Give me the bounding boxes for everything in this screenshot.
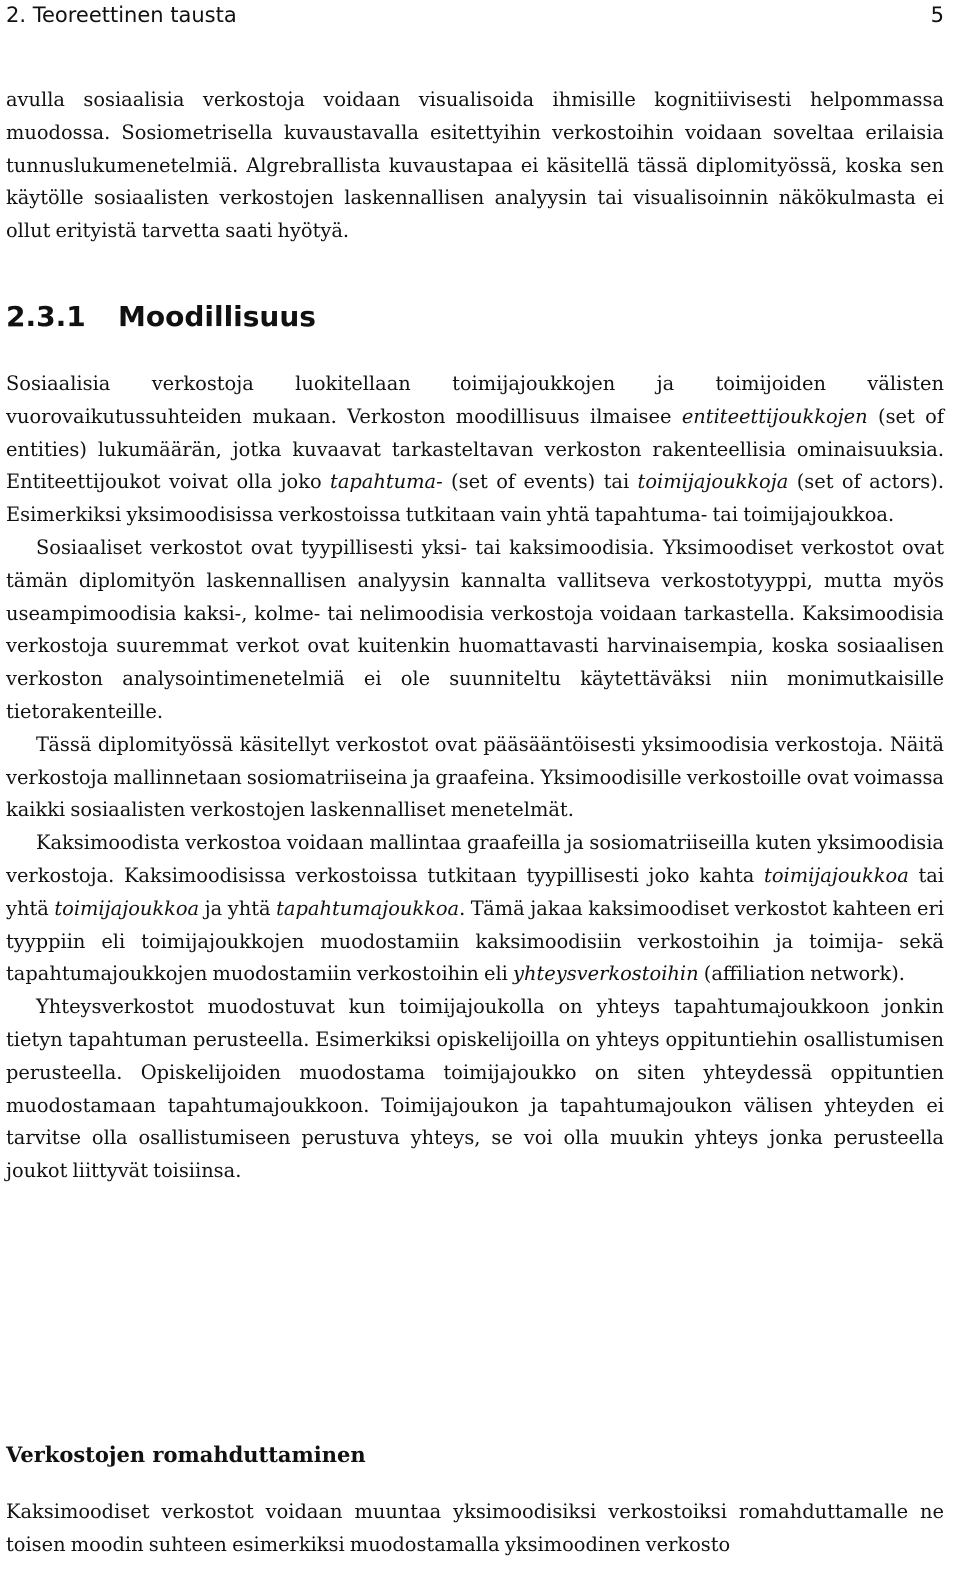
subsection-paragraph: Kaksimoodiset verkostot voidaan muuntaa yksimoodisiksi verkostoiksi romahduttamalle ne toisen moodin suhteen esimerkiksi muodostamalla yksimoodinen verkosto <box>6 1500 944 1556</box>
text-run: ja yhtä <box>199 896 277 920</box>
emphasis-term: tapahtumajoukkoa <box>276 896 460 920</box>
text-run: (set of entities) lukumäärän, jotka kuvaavat tarkasteltavan verkoston rakenteellisia ominaisuuksia. Entiteettijoukot voivat olla joko <box>6 404 944 494</box>
intro-paragraph: avulla sosiaalisia verkostoja voidaan visualisoida ihmisille kognitiivisesti helpommassa muodossa. Sosiometrisella kuvaustavalla esitettyihin verkostoihin voidaan soveltaa erilaisia tunnuslukumenetelmiä. Algrebrallista kuvaustapaa ei käsitellä tässä diplomityössä, koska sen käytölle sosiaalisten verkostojen laskennallisen analyysin tai visualisoinnin näkökulmasta ei ollut erityistä tarvetta saati hyötyä. <box>6 88 944 243</box>
subsection-heading: Verkostojen romahduttaminen <box>6 1442 366 1467</box>
section-heading <box>6 298 316 336</box>
paragraph-1 <box>6 368 944 532</box>
emphasis-term: toimijajoukkoa <box>54 896 200 920</box>
text-run: tai yhtä <box>6 863 944 920</box>
section-title: Moodillisuus <box>118 300 316 333</box>
emphasis-term: yhteysverkostoihin <box>513 962 699 986</box>
emphasis-term: toimijajoukkoa <box>764 863 909 887</box>
subsection-body <box>6 1496 944 1562</box>
paragraph-5: Yhteysverkostot muodostuvat kun toimijajoukolla on yhteys tapahtumajoukkoon jonkin tietyn tapahtuman perusteella. Esimerkiksi opiskelijoilla on yhteys oppituntiehin osallistumisen perusteella. Opiskelijoiden muodostama toimijajoukko on siten yhteydessä oppituntien muodostamaan tapahtumajoukkoon. Toimijajoukon ja tapahtumajoukon välisen yhteyden ei tarvitse olla osallistumiseen perustuva yhteys, se voi olla muukin yhteys jonka perusteella joukot liittyvät toisiinsa. <box>6 995 944 1183</box>
text-run: . Tämä jakaa kaksimoodiset verkostot kahteen eri tyyppiin eli toimijajoukkojen muodostamiin kaksimoodisiin verkostoihin ja toimija- sekä tapahtumajoukkojen muodostamiin verkostoihin eli <box>6 896 944 986</box>
emphasis-term: toimijajoukkoja <box>637 470 789 494</box>
intro-text <box>6 84 944 248</box>
text-run: (set of actors). Esimerkiksi yksimoodisissa verkostoissa tutkitaan vain yhtä tapahtuma- tai toimijajoukkoa. <box>6 470 944 527</box>
text-run: Sosiaalisia verkostoja luokitellaan toimijajoukkojen ja toimijoiden välisten vuorovaikutussuhteiden mukaan. Verkoston moodillisuus ilmaisee <box>6 372 944 428</box>
section-body <box>6 368 944 1188</box>
emphasis-term: tapahtuma- <box>330 470 443 494</box>
paragraph-2: Sosiaaliset verkostot ovat tyypillisesti yksi- tai kaksimoodisia. Yksimoodiset verkostot ovat tämän diplomityön laskennallisen analyysin kannalta vallitseva verkostotyyppi, mutta myös useampimoodisia kaksi-, kolme- tai nelimoodisia verkostoja voidaan tarkastella. Kaksimoodisia verkostoja suuremmat verkot ovat kuitenkin huomattavasti harvinaisempia, koska sosiaalisen verkoston analysointimenetelmiä ei ole suunniteltu käytettäväksi niin monimutkaisille tietorakenteille. <box>6 535 944 723</box>
section-number: 2.3.1 <box>6 300 86 333</box>
text-run: (affiliation network). <box>698 962 905 986</box>
page-number: 5 <box>930 3 944 27</box>
text-run: Kaksimoodista verkostoa voidaan mallintaa graafeilla ja sosiomatriiseilla kuten yksimoodisia verkostoja. Kaksimoodisissa verkostoissa tutkitaan tyypillisesti joko kahta <box>6 831 944 887</box>
text-run: (set of events) tai <box>442 470 638 494</box>
emphasis-term: entiteettijoukkojen <box>681 404 868 428</box>
paragraph-3: Tässä diplomityössä käsitellyt verkostot ovat pääsääntöisesti yksimoodisia verkostoja. Näitä verkostoja mallinnetaan sosiomatriiseina ja graafeina. Yksimoodisille verkostoille ovat voimassa kaikki sosiaalisten verkostojen laskennalliset menetelmät. <box>6 732 944 822</box>
paragraph-4 <box>6 827 944 991</box>
chapter-title: 2. Teoreettinen tausta <box>6 3 237 27</box>
